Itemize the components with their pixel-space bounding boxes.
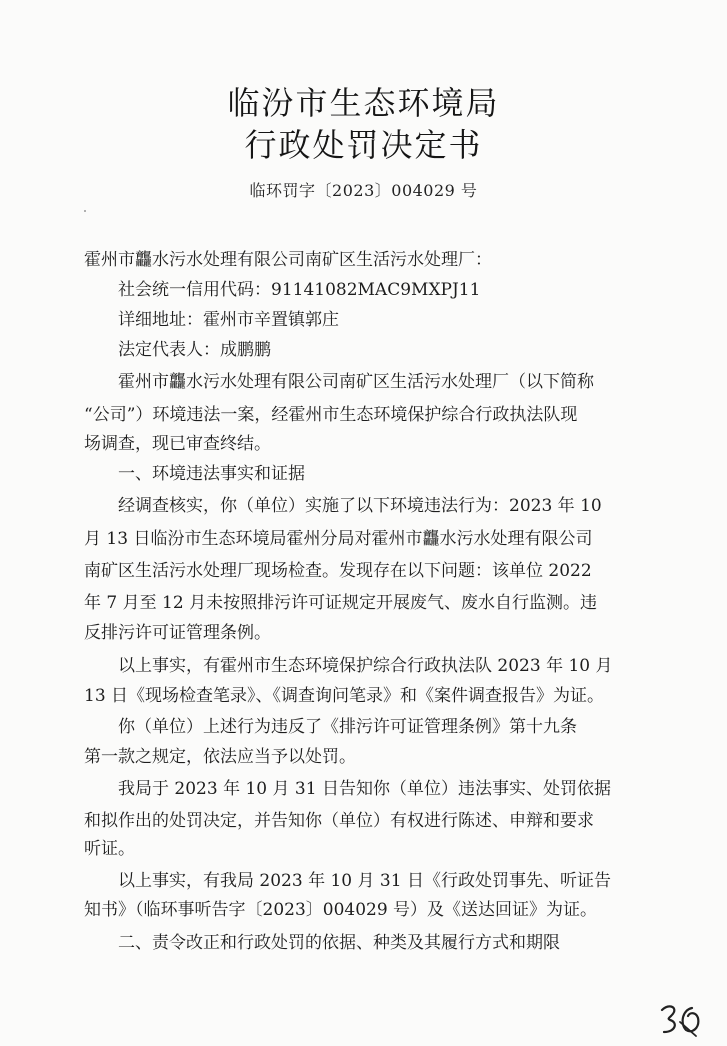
- document-title-agency: 临汾市生态环境局: [227, 84, 500, 122]
- section-heading-1: 一、环境违法事实和证据: [118, 464, 305, 484]
- body-line: 13 日《现场检查笔录》、《调查询问笔录》和《案件调查报告》为证。: [84, 686, 605, 706]
- body-line: 和拟作出的处罚决定，并告知你（单位）有权进行陈述、申辩和要求: [84, 811, 594, 831]
- body-line: 以上事实，有霍州市生态环境保护综合行政执法队 2023 年 10 月: [118, 656, 613, 676]
- body-line: 霍州市龘水污水处理有限公司南矿区生活污水处理厂（以下简称: [118, 372, 594, 392]
- body-line: 我局于 2023 年 10 月 31 日告知你（单位）违法事实、处罚依据: [118, 779, 611, 799]
- body-line: 年 7 月至 12 月未按照排污许可证规定开展废气、废水自行监测。违: [84, 593, 598, 613]
- body-line: 第一款之规定，依法应当予以处罚。: [84, 747, 356, 767]
- handwritten-page-number: [654, 1000, 710, 1040]
- document-title-type: 行政处罚决定书: [244, 126, 483, 164]
- document-number: 临环罚字〔2023〕004029 号: [249, 181, 478, 200]
- body-line: “公司”）环境违法一案，经霍州市生态环境保护综合行政执法队现: [84, 405, 578, 425]
- body-line: 你（单位）上述行为违反了《排污许可证管理条例》第十九条: [118, 717, 577, 737]
- scan-speck: [84, 210, 86, 212]
- body-line: 听证。: [84, 839, 135, 859]
- body-line: 经调查核实，你（单位）实施了以下环境违法行为：2023 年 10: [118, 496, 602, 516]
- body-line: 南矿区生活污水处理厂现场检查。发现存在以下问题：该单位 2022: [84, 561, 592, 581]
- address: 详细地址：霍州市辛置镇郭庄: [118, 310, 339, 330]
- body-line: 反排污许可证管理条例。: [84, 623, 271, 643]
- body-line: 月 13 日临汾市生态环境局霍州分局对霍州市龘水污水处理有限公司: [84, 529, 593, 549]
- body-line: 以上事实，有我局 2023 年 10 月 31 日《行政处罚事先、听证告: [118, 871, 611, 891]
- credit-code: 社会统一信用代码：91141082MAC9MXPJ11: [118, 280, 481, 300]
- party-name: 霍州市龘水污水处理有限公司南矿区生活污水处理厂：: [84, 250, 492, 270]
- section-heading-2: 二、责令改正和行政处罚的依据、种类及其履行方式和期限: [118, 933, 560, 953]
- legal-representative: 法定代表人：成鹏鹏: [118, 340, 271, 360]
- body-line: 场调查，现已审查终结。: [84, 434, 271, 454]
- body-line: 知书》（临环事听告字〔2023〕004029 号）及《送达回证》为证。: [84, 900, 598, 920]
